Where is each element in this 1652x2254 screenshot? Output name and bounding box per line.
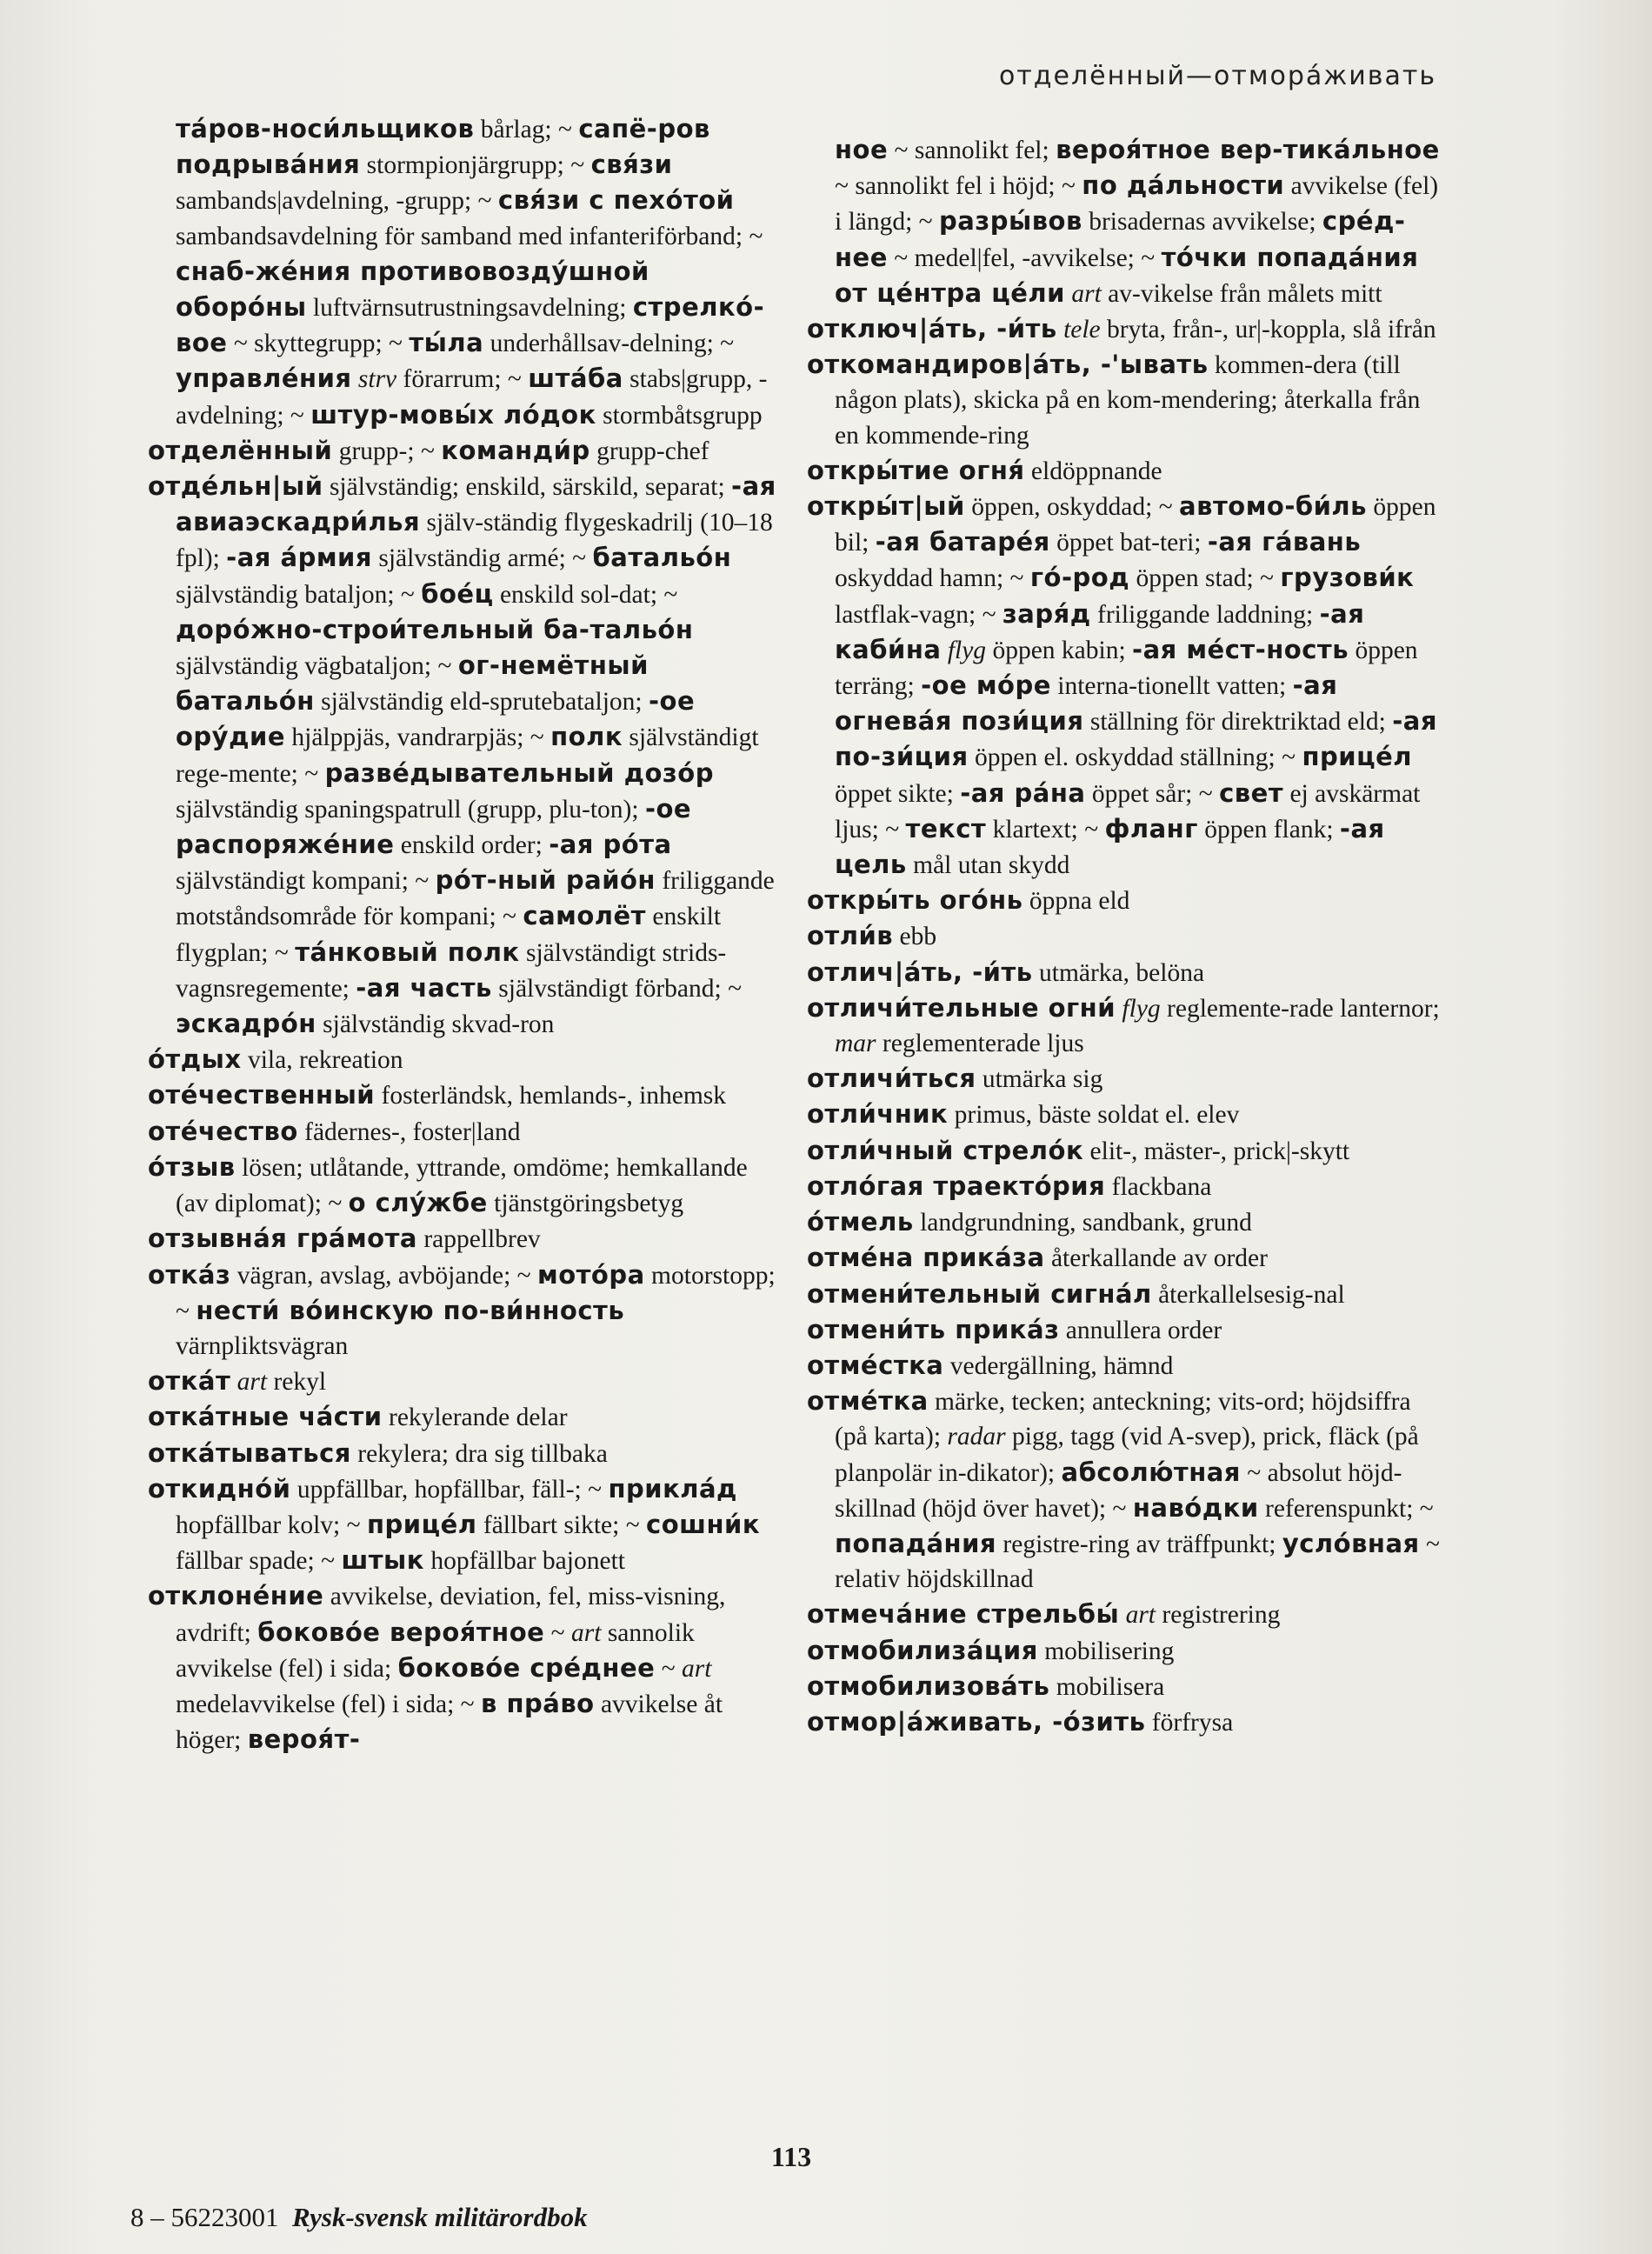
- dictionary-entry: откры́тие огня́ eldöppnande: [807, 455, 1162, 485]
- left-continued-entry: та́ров-носи́льщиков bårlag; ~ сапё-ров подрыва́ния stormpionjärgrupp; ~ свя́зи sambands|avdelning, -grupp; ~ свя́зи с пехо́той sambandsavdelning för samband med infanteriförband; ~ снаб-же́ния противовозду́шной оборо́ны luftvärnsutrustningsavdelning; стрелко́-вое ~ skyttegrupp; ~ ты́ла underhållsav-delning; ~ управле́ния strv förarrum; ~ шта́ба stabs|grupp, -avdelning; ~ штур-мовы́х ло́док stormbåtsgrupp: [176, 114, 768, 430]
- dictionary-entry: отка́тные ча́сти rekylerande delar: [148, 1402, 568, 1432]
- right-continued-entry: ное ~ sannolikt fel; вероя́тное вер-тика́льное ~ sannolikt fel i höjd; ~ по да́льности avvikelse (fel) i längd; ~ разры́вов brisadernas avvikelse; сре́д-нее ~ medel|fel, -avvikelse; ~ то́чки попада́ния от це́нтра це́ли art av-vikelse från målets mitt: [835, 135, 1440, 308]
- dictionary-entry: отмобилиза́ция mobilisering: [807, 1635, 1175, 1665]
- dictionary-entry: отзывна́я гра́мота rappellbrev: [148, 1224, 541, 1254]
- dictionary-entry: о́тмель landgrundning, sandbank, grund: [807, 1207, 1252, 1237]
- dictionary-entry: отло́гая траекто́рия flackbana: [807, 1170, 1212, 1201]
- page-number: 113: [770, 2141, 812, 2172]
- dictionary-entry: отка́з vägran, avslag, avböjande; ~ мото́ра motorstopp; ~ нести́ во́инскую по-ви́нность värnpliktsvägran: [148, 1259, 776, 1360]
- dictionary-entry: откры́т|ый öppen, oskyddad; ~ автомо-би́ль öppen bil; -ая батаре́я öppet bat-teri; -ая га́вань oskyddad hamn; ~ го́-род öppen stad; ~ грузови́к lastflak-vagn; ~ заря́д friliggande laddning; -ая каби́на flyg öppen kabin; -ая ме́ст-ность öppen terräng; -ое мо́ре interna-tionellt vatten; -ая огнева́я пози́ция ställning för direktriktad eld; -ая по-зи́ция öppen el. oskyddad ställning; ~ прице́л öppet sikte; -ая ра́на öppet sår; ~ свет ej avskärmat ljus; ~ текст klartext; ~ фланг öppen flank; -ая цель mål utan skydd: [807, 491, 1437, 880]
- dictionary-entry: отмеча́ние стрельбы́ art registrering: [807, 1599, 1281, 1630]
- dictionary-entry: отделённый grupp-; ~ команди́р grupp-chef: [148, 435, 709, 465]
- imprint: [130, 2202, 588, 2233]
- book-title: Rysk-svensk militärordbok: [292, 2202, 588, 2232]
- dictionary-entry: отли́в ebb: [807, 921, 937, 951]
- dictionary-entry: отмени́ть прика́з annullera order: [807, 1314, 1222, 1344]
- dictionary-entry: отли́чный стрело́к elit-, mäster-, prick|-skytt: [807, 1135, 1350, 1165]
- dictionary-entry: откидно́й uppfällbar, hopfällbar, fäll-; ~ прикла́д hopfällbar kolv; ~ прице́л fällbart sikte; ~ сошни́к fällbar spade; ~ штык hopfällbar bajonett: [148, 1473, 760, 1576]
- printer-signature: 8 – 56223001: [130, 2202, 279, 2232]
- dictionary-entry: отде́льн|ый självständig; enskild, särskild, separat; -ая авиаэскадри́лья själv-ständig flygeskadrilj (10–18 fpl); -ая а́рмия självständig armé; ~ батальо́н självständig bataljon; ~ бое́ц enskild sol-dat; ~ доро́жно-строи́тельный ба-тальо́н självständig vägbataljon; ~ ог-немётный батальо́н självständig eld-sprutebataljon; -ое ору́дие hjälppjäs, vandrarpjäs; ~ полк självständigt rege-mente; ~ разве́дывательный дозо́р självständig spaningspatrull (grupp, plu-ton); -ое распоряже́ние enskild order; -ая ро́та självständigt kompani; ~ ро́т-ный райо́н friliggande motståndsområde för kompani; ~ самолёт enskilt flygplan; ~ та́нковый полк självständigt strids-vagnsregemente; -ая часть självständigt förband; ~ эскадро́н självständig skvad-ron: [148, 471, 776, 1039]
- dictionary-entry: отключ|а́ть, -и́ть tele bryta, från-, ur|-koppla, slå ifrån: [807, 314, 1436, 344]
- right-column: [807, 132, 1442, 1740]
- dictionary-entry: отме́на прика́за återkallande av order: [807, 1243, 1268, 1273]
- dictionary-entry: отлич|а́ть, -и́ть utmärka, belöna: [807, 957, 1205, 987]
- dictionary-entry: откры́ть ого́нь öppna eld: [807, 885, 1130, 916]
- dictionary-entry: отличи́тельные огни́ flyg reglemente-rade lanternor; mar reglementerade ljus: [807, 992, 1440, 1058]
- dictionary-entry: о́тдых vila, rekreation: [148, 1044, 403, 1075]
- dictionary-entry: отли́чник primus, bäste soldat el. elev: [807, 1099, 1240, 1130]
- running-head: отделённый—отмора́живать: [998, 61, 1436, 91]
- dictionary-entry: отка́т art rekyl: [148, 1366, 327, 1397]
- dictionary-entry: отличи́ться utmärka sig: [807, 1064, 1103, 1094]
- dictionary-entry: откомандиров|а́ть, -'ывать kommen-dera (till någon plats), skicka på en kom-mendering; återkalla från en kommende-ring: [807, 350, 1421, 450]
- dictionary-entry: оте́чественный fosterländsk, hemlands-, inhemsk: [148, 1080, 727, 1110]
- dictionary-entry: отмор|а́живать, -о́зить förfrysa: [807, 1706, 1234, 1737]
- dictionary-entry: отме́тка märke, tecken; anteckning; vits-ord; höjdsiffra (på karta); radar pigg, tagg (vid A-svep), prick, fläck (på planpolär in-dikator); абсолю́тная ~ absolut höjd-skillnad (höjd över havet); ~ наво́дки referenspunkt; ~ попада́ния registre-ring av träffpunkt; усло́вная ~ relativ höjdskillnad: [807, 1386, 1440, 1594]
- dictionary-entry: отка́тываться rekylera; dra sig tillbaka: [148, 1437, 608, 1468]
- dictionary-entry: о́тзыв lösen; utlåtande, yttrande, omdöme; hemkallande (av diplomat); ~ о слу́жбе tjänstgöringsbetyg: [148, 1151, 748, 1218]
- dictionary-entry: отмобилизова́ть mobilisera: [807, 1670, 1165, 1701]
- dictionary-entry: оте́чество fädernes-, foster|land: [148, 1116, 521, 1146]
- left-column: [148, 111, 783, 1757]
- dictionary-entry: отме́стка vedergällning, hämnd: [807, 1350, 1174, 1380]
- dictionary-entry: отмени́тельный сигна́л återkallelsesig-nal: [807, 1278, 1345, 1309]
- dictionary-entry: отклоне́ние avvikelse, deviation, fel, miss-visning, avdrift; боково́е вероя́тное ~ art sannolik avvikelse (fel) i sida; боково́е сре́днее ~ art medelavvikelse (fel) i sida; ~ в пра́во avvikelse åt höger; вероя́т-: [148, 1581, 726, 1755]
